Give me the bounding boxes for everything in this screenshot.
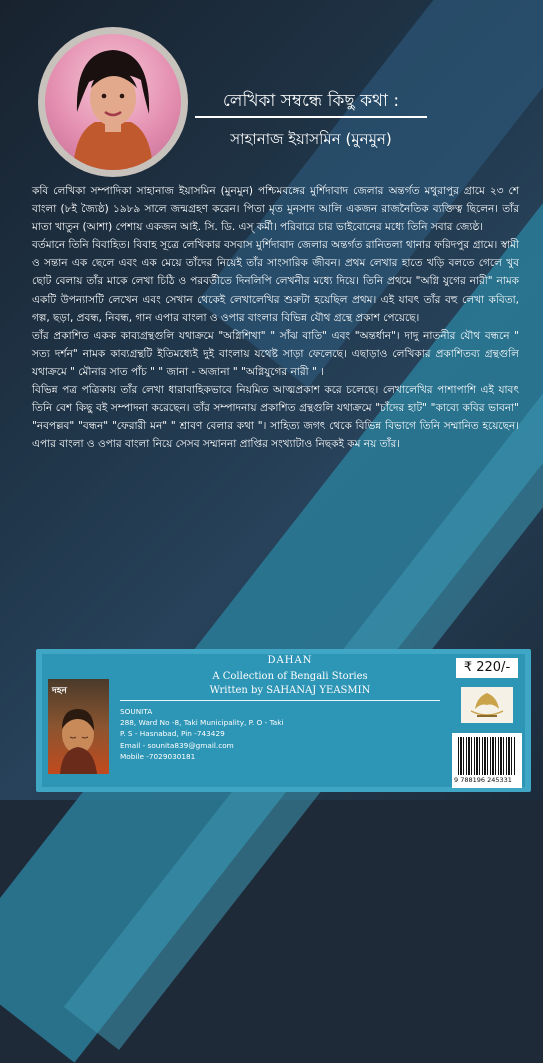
bio-paragraph: কবি লেখিকা সম্পাদিকা সাহানাজ ইয়াসমিন (মুনমুন) পশ্চিমবঙ্গের মুর্শিদাবাদ জেলার অন্তর্গত মথুরাপুর গ্রামে ২৩ শে বাংলা (৮ই জ্যৈষ্ঠ) ১৯৮৯ সালে জন্মগ্রহণ করেন। পিতা মৃত মুনসাদ আলি একজন রাজনৈতিক ব্যক্তিত্ব ছিলেন। তাঁর মাতা খাতুন (আশা) পেশায় একজন আই. সি. ডি. এস্ কর্মী। পরিবারে চার ভাইবোনের মধ্যে তিনি সবার জ্যেষ্ঠ। xyxy=(32,185,519,234)
author-photo xyxy=(45,34,181,170)
book-subtitle xyxy=(160,670,420,698)
price-tag: ₹ 220/- xyxy=(456,658,518,678)
bio-paragraph: তাঁর প্রকাশিত একক কাব্যগ্রন্থগুলি যথাক্রমে "অগ্নিশিখা" " সাঁঝ বাতি" এবং "অন্তর্ধান"। দাদু নাতনীর যৌথ বন্ধনে " সত্য দর্শন" নামক কাব্যগ্রন্থটি ইতিমধ্যেই দুই বাংলায় যথেষ্ট সাড়া ফেলেছে। এছাড়াও লেখিকার প্রকাশিতব্য গ্রন্থগুলি যথাক্রমে " মৌনার সাত পাঁচ " " জানা - অজানা " "অগ্নিযুগের নারী " । xyxy=(32,329,519,378)
thumbnail-title: দহন xyxy=(52,686,67,696)
author-name: সাহানাজ ইয়াসমিন (মুনমুন) xyxy=(230,130,392,148)
barcode xyxy=(452,733,522,788)
barcode-number: 9 788196 245331 xyxy=(454,776,512,784)
bio-paragraph: বর্তমানে তিনি বিবাহিত। বিবাহ সূত্রে লেখিকার বসবাস মুর্শিদাবাদ জেলার অন্তর্গত রানিতলা থানার ফরিদপুর গ্রামে। স্বামী ও সন্তান এক ছেলে এবং এক মেয়ে তাঁদের নিয়েই তাঁর সাংসারিক জীবন। প্রথম লেখার হাতে খড়ি বলতে গেলে খুব ছোট বেলায় তাঁর মাকে লেখা চিঠি ও পরবর্তীতে দিনলিপি লেখনীর মধ্যে দিয়ে। তিনি প্রথমে "অগ্নি যুগের নারী" নামক একটি উপন্যাসটি লেখেন এবং সেখান থেকেই লেখালেখির শুরুটা হয়েছিল প্রথম। এই যাবৎ তাঁর বহু লেখা কবিতা, গল্প, ছড়া, প্রবন্ধ, নিবন্ধ, গান এপার বাংলা ও ওপার বাংলার বিভিন্ন যৌথ গ্রন্থে প্রকাশ পেয়েছে। xyxy=(32,239,519,324)
publisher-mobile: Mobile -7029030181 xyxy=(120,751,196,761)
publisher-address: 288, Ward No -8, Taki Municipality, P. O - Taki xyxy=(120,718,284,728)
heading-underline xyxy=(195,116,427,118)
publisher-email: Email - sounita839@gmail.com xyxy=(120,740,234,750)
divider xyxy=(120,700,440,701)
subtitle-line: Written by SAHANAJ YEASMIN xyxy=(209,685,371,696)
publisher-address: P. S - Hasnabad, Pin -743429 xyxy=(120,729,225,739)
about-author-heading: লেখিকা সম্বন্ধে কিছু কথা : xyxy=(222,91,400,111)
publisher-info xyxy=(120,706,284,762)
author-bio xyxy=(32,182,519,453)
subtitle-line: A Collection of Bengali Stories xyxy=(212,671,368,682)
publisher-name: SOUNITA xyxy=(120,707,153,716)
book-title: DAHAN xyxy=(267,655,313,666)
publisher-logo-icon xyxy=(461,687,513,723)
bio-paragraph: বিভিন্ন পত্র পত্রিকায় তাঁর লেখা ধারাবাহিকভাবে নিয়মিত আত্মপ্রকাশ করে চলেছে। লেখালেখির পাশাপাশি এই যাবৎ তিনি বেশ কিছু বই সম্পাদনা করেছেন। তাঁর সম্পাদনায় প্রকাশিত গ্রন্থগুলি যথাক্রমে "চাঁদের হাট" "কাব্যে কবির ভাবনা" "নবপল্লব" "বন্ধন" "ফেরারী মন" " শ্রাবণ বেলার কথা "। সাহিত্য জগৎ থেকে বিভিন্ন বিভাগে তিনি সম্মানিত হয়েছেন। এপার বাংলা ও ওপার বাংলা নিয়ে সেসব সম্মাননা প্রাপ্তির সংখ্যাটাও নিছকই কম নয় তাঁর। xyxy=(32,384,519,451)
barcode-bars xyxy=(458,737,516,775)
